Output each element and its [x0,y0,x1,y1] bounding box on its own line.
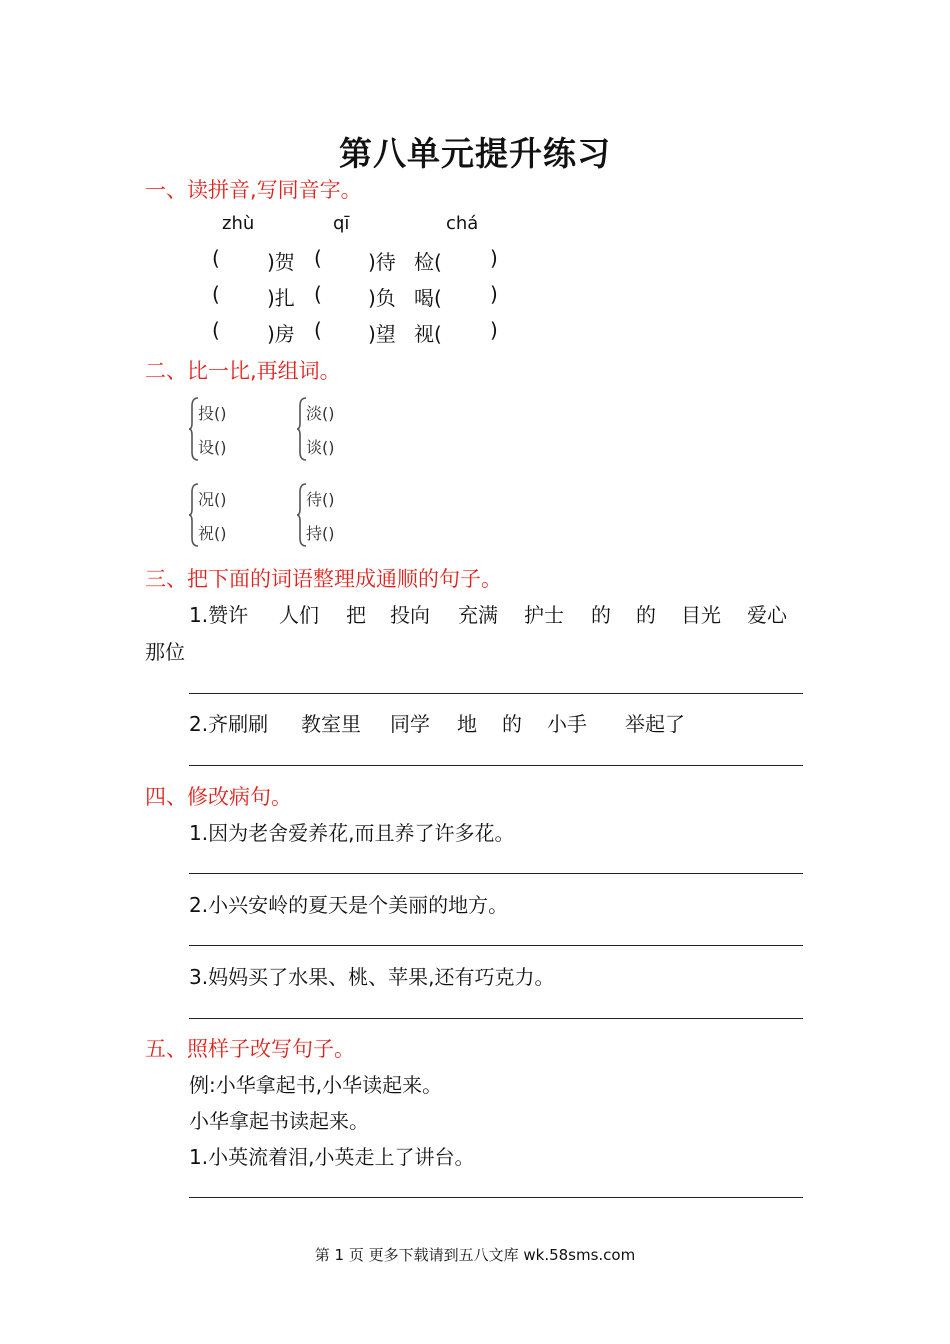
sentence-item: 1.小英流着泪,小英走上了讲台。 [189,1145,475,1169]
word-chip: 地 [457,712,477,736]
pinyin-3: chá [446,213,479,234]
compare-word: 待() [306,490,335,509]
word-chip: 同学 [390,712,430,736]
word-chip: 2.齐刷刷 [189,712,269,736]
word-chip: 目光 [681,603,721,627]
word-chip: 爱心 [747,603,787,627]
word-chip: 的 [502,712,522,736]
word-chip: 的 [591,603,611,627]
compare-word: 况() [198,490,227,509]
sentence-item: 1.因为老舍爱养花,而且养了许多花。 [189,821,515,845]
sentence-item: 2.小兴安岭的夏天是个美丽的地方。 [189,893,509,917]
pinyin-2: qī [333,213,350,234]
page-title: 第八单元提升练习 [339,134,611,173]
paren-open: ( [212,318,220,342]
answer-line[interactable] [189,1018,803,1019]
word-chip: 1.赞许 [189,603,249,627]
word-chip: 的 [636,603,656,627]
compare-word: 谈() [306,438,335,457]
answer-line[interactable] [189,873,803,874]
char-cell: 视( [414,322,442,346]
pinyin-1: zhù [222,213,255,234]
compare-word: 淡() [306,404,335,423]
word-chip: 教室里 [301,712,361,736]
char-cell: )扎 [267,286,295,310]
compare-pair-2 [296,396,360,462]
compare-word: 祝() [198,524,227,543]
compare-word: 持() [306,524,335,543]
section-2-heading: 二、比一比,再组词。 [145,359,341,383]
example-answer: 小华拿起书读起来。 [189,1109,369,1133]
word-chip: 人们 [279,603,319,627]
char-cell: 喝( [414,286,442,310]
char-cell: )待 [368,250,396,274]
compare-word: 设() [198,438,227,457]
word-chip: 那位 [145,640,185,664]
section-1-heading: 一、读拼音,写同音字。 [145,178,362,202]
section-3-heading: 三、把下面的词语整理成通顺的句子。 [145,567,502,591]
section-4-heading: 四、修改病句。 [145,785,292,809]
example-sentence: 例:小华拿起书,小华读起来。 [189,1073,443,1097]
answer-line[interactable] [189,693,803,694]
compare-word: 投() [198,404,227,423]
char-cell: )望 [368,322,396,346]
page-footer: 第 1 页 更多下载请到五八文库 wk.58sms.com [314,1246,636,1264]
paren-open: ( [314,282,322,306]
paren-open: ( [314,246,322,270]
paren-close: ) [490,282,498,306]
char-cell: )房 [267,322,295,346]
compare-pair-3 [188,482,252,548]
answer-line[interactable] [189,945,803,946]
paren-open: ( [314,318,322,342]
answer-line[interactable] [189,765,803,766]
word-chip: 把 [346,603,366,627]
word-chip: 投向 [390,603,430,627]
paren-open: ( [212,246,220,270]
section-5-heading: 五、照样子改写句子。 [145,1037,355,1061]
word-chip: 充满 [458,603,498,627]
paren-close: ) [490,318,498,342]
char-cell: )贺 [267,250,295,274]
answer-line[interactable] [189,1197,803,1198]
paren-open: ( [212,282,220,306]
paren-close: ) [490,246,498,270]
compare-pair-4 [296,482,360,548]
sentence-item: 3.妈妈买了水果、桃、苹果,还有巧克力。 [189,965,555,989]
compare-pair-1 [188,396,252,462]
word-chip: 护士 [524,603,564,627]
char-cell: )负 [368,286,396,310]
word-chip: 小手 [547,712,587,736]
char-cell: 检( [414,250,442,274]
word-chip: 举起了 [625,712,685,736]
